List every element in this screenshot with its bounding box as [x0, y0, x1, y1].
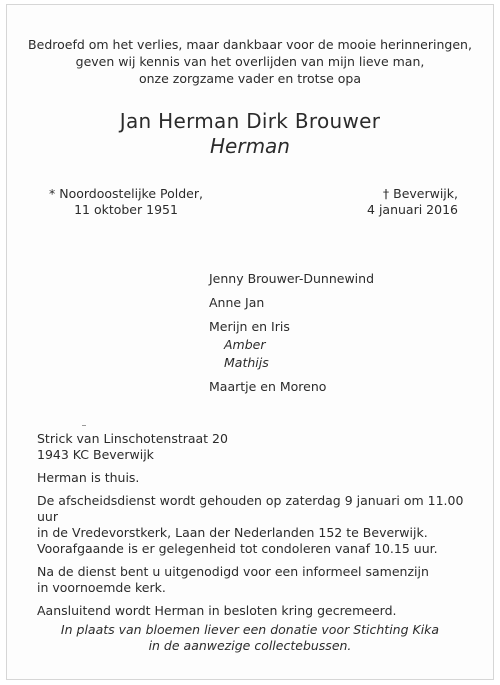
- intro-text: [0, 36, 500, 87]
- closing-text: [0, 622, 500, 654]
- death-info: [308, 186, 458, 218]
- notice-cremation: Aansluitend wordt Herman in besloten kring gecremeerd.: [37, 603, 397, 618]
- notice-after-line: in voornoemde kerk.: [37, 580, 166, 595]
- closing-line: In plaats van bloemen liever een donatie voor Stichting Kika: [60, 622, 440, 637]
- notice-service-line: Voorafgaande is er gelegenheid tot condoleren vanaf 10.15 uur.: [37, 541, 438, 556]
- address-street: Strick van Linschotenstraat 20: [37, 431, 228, 446]
- deceased-call-name: Herman: [210, 134, 290, 158]
- address-city: 1943 KC Beverwijk: [37, 447, 154, 462]
- notice-after-line: Na de dienst bent u uitgenodigd voor een informeel samenzijn: [37, 564, 429, 579]
- family-child: Merijn en Iris: [209, 319, 290, 334]
- family-child: Anne Jan: [209, 295, 265, 310]
- deceased-full-name: Jan Herman Dirk Brouwer: [119, 109, 381, 133]
- death-place: † Beverwijk,: [382, 186, 458, 201]
- birth-date: 11 oktober 1951: [74, 202, 178, 217]
- intro-line: geven wij kennis van het overlijden van mijn lieve man,: [75, 54, 425, 69]
- death-date: 4 januari 2016: [367, 202, 458, 217]
- closing-line: in de aanwezige collectebussen.: [148, 638, 352, 653]
- birth-place: * Noordoostelijke Polder,: [49, 186, 203, 201]
- family-spouse: Jenny Brouwer-Dunnewind: [209, 271, 375, 286]
- birth-info: [46, 186, 206, 218]
- family-child: Maartje en Moreno: [209, 379, 327, 394]
- intro-line: Bedroefd om het verlies, maar dankbaar voor de mooie herinneringen,: [28, 37, 472, 52]
- intro-line: onze zorgzame vader en trotse opa: [138, 71, 362, 86]
- family-grandchild: Amber: [224, 337, 266, 352]
- notice-service-line: in de Vredevorstkerk, Laan der Nederlanden 152 te Beverwijk.: [37, 525, 428, 540]
- decorative-tick: [82, 425, 86, 426]
- notice-body: [37, 431, 477, 619]
- notice-home: Herman is thuis.: [37, 470, 140, 485]
- family-list: [209, 270, 374, 396]
- notice-service-line: De afscheidsdienst wordt gehouden op zaterdag 9 januari om 11.00 uur: [37, 493, 464, 524]
- family-grandchild: Mathijs: [224, 355, 269, 370]
